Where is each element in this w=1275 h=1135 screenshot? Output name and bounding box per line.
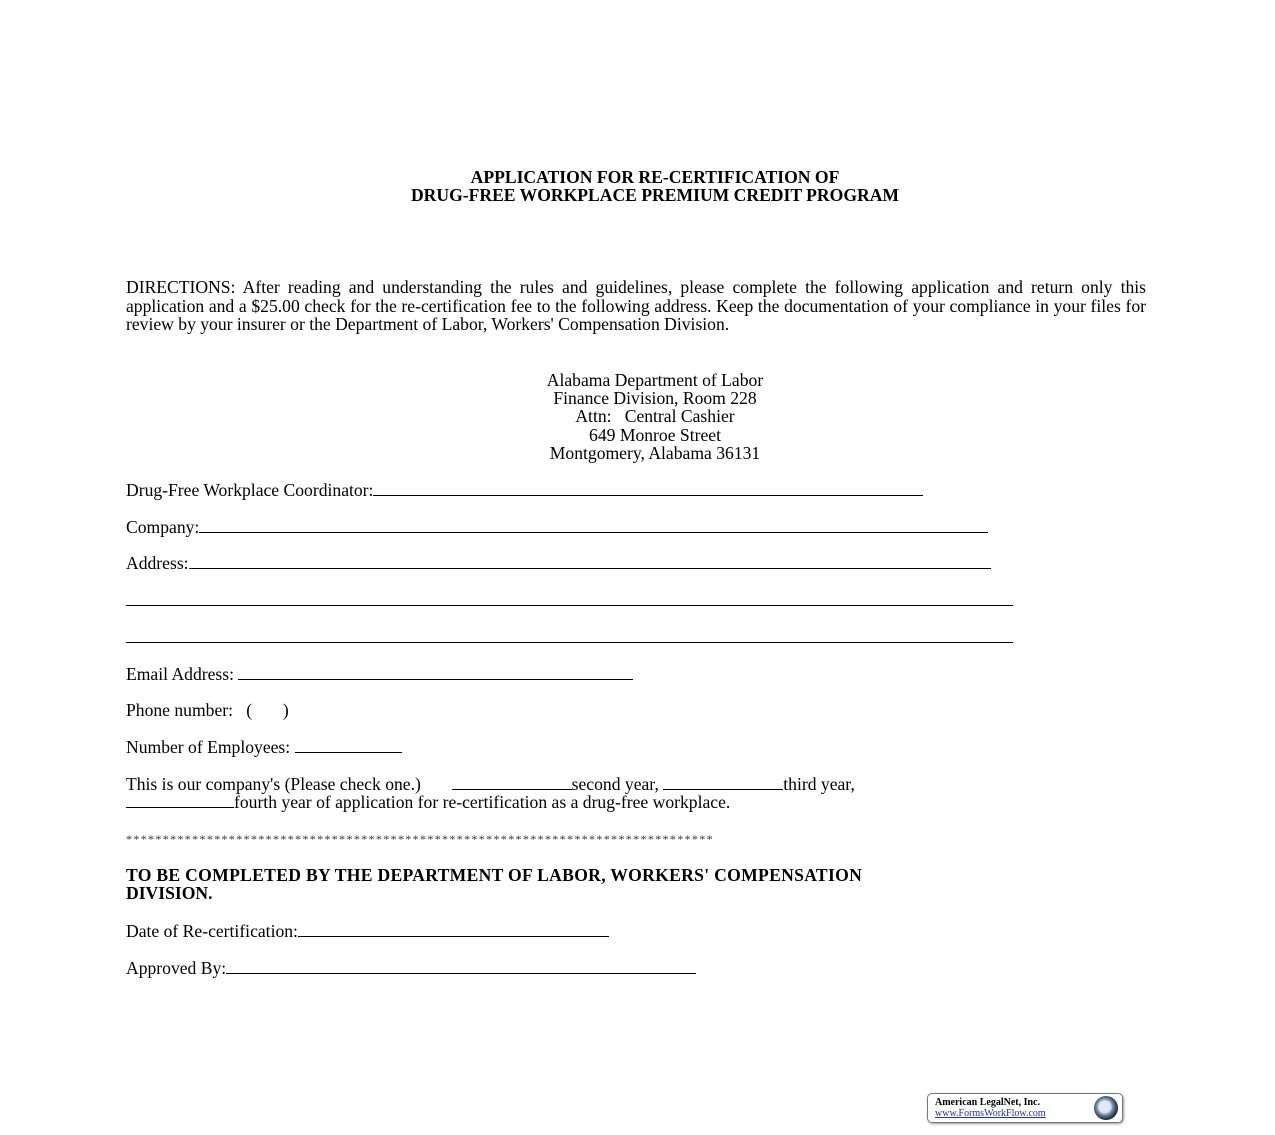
logo-company: American LegalNet, Inc.	[935, 1097, 1040, 1108]
date-field[interactable]	[298, 921, 609, 937]
second-year-blank[interactable]	[452, 774, 572, 790]
footer-logo	[927, 1093, 1123, 1123]
form-title-line1: APPLICATION FOR RE-CERTIFICATION OF	[470, 167, 840, 187]
coordinator-row	[126, 480, 923, 500]
email-label: Email Address:	[126, 664, 239, 684]
directions-text: DIRECTIONS: After reading and understanding the rules and guidelines, please complete the following application and return only this application and a $25.00 check for the re-certification fee to the following address. Keep the documentation of your compliance in your files for review by your insurer or the Department of Labor, Workers' Compensation Division.	[126, 277, 1146, 335]
address-line: Alabama Department of Labor	[546, 370, 764, 390]
address-field-line2[interactable]	[126, 590, 1013, 606]
form-title-line2: DRUG-FREE WORKPLACE PREMIUM CREDIT PROGRAM	[410, 185, 900, 205]
separator: ********************************************************************************	[126, 832, 714, 846]
address-line: Attn: Central Cashier	[575, 406, 735, 426]
employees-label: Number of Employees:	[126, 737, 295, 757]
globe-icon	[1094, 1096, 1118, 1120]
dept-heading: TO BE COMPLETED BY THE DEPARTMENT OF LABOR, WORKERS' COMPENSATION	[126, 865, 863, 885]
address-field-line3[interactable]	[126, 627, 1013, 643]
employees-row	[126, 737, 402, 757]
third-year-blank[interactable]	[663, 774, 783, 790]
address-label: Address:	[126, 553, 189, 573]
address-line: Finance Division, Room 228	[553, 388, 757, 408]
fourth-year-row	[126, 792, 730, 812]
approved-field[interactable]	[226, 958, 696, 974]
date-label: Date of Re-certification:	[126, 921, 298, 941]
fourth-year-blank[interactable]	[126, 792, 234, 808]
check-intro: This is our company's (Please check one.)	[126, 774, 452, 794]
fourth-year-label: fourth year of application for re-certification as a drug-free workplace.	[234, 792, 731, 812]
company-field[interactable]	[199, 517, 988, 533]
email-field[interactable]	[238, 664, 633, 680]
company-row	[126, 517, 988, 537]
address-line: Montgomery, Alabama 36131	[549, 443, 761, 463]
coordinator-field[interactable]	[373, 480, 923, 496]
address-line: 649 Monroe Street	[589, 425, 721, 445]
approved-label: Approved By:	[126, 958, 227, 978]
address-row	[126, 553, 991, 573]
second-year-label: second year,	[571, 774, 664, 794]
employees-field[interactable]	[295, 737, 402, 753]
approved-row	[126, 958, 696, 978]
email-row	[126, 664, 633, 684]
logo-url[interactable]: www.FormsWorkFlow.com	[935, 1108, 1046, 1119]
third-year-label: third year,	[783, 774, 855, 794]
dept-heading-line2: DIVISION.	[126, 883, 213, 903]
phone-row[interactable]	[126, 701, 289, 720]
coordinator-label: Drug-Free Workplace Coordinator:	[126, 480, 374, 500]
address-field[interactable]	[189, 553, 991, 569]
year-check-row	[126, 774, 855, 794]
date-row	[126, 921, 609, 941]
phone-label: Phone number: ( )	[126, 700, 289, 720]
company-label: Company:	[126, 517, 200, 537]
